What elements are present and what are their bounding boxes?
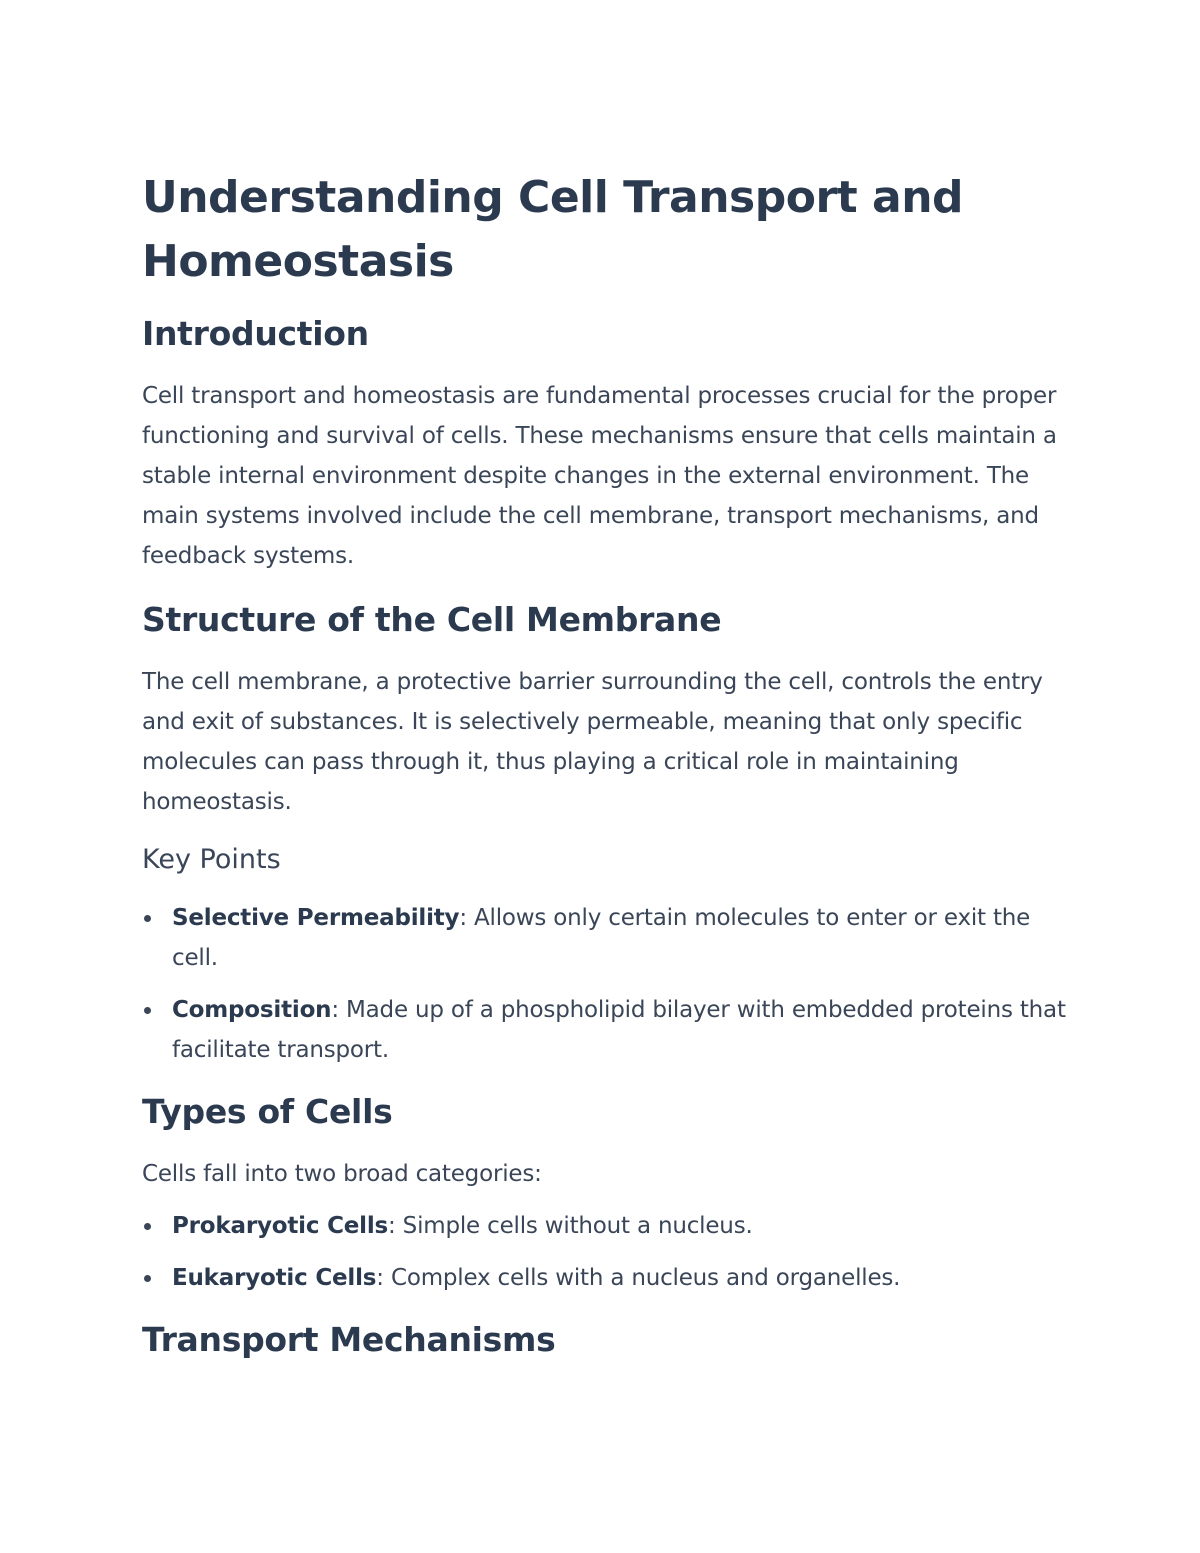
list-item-term: Composition xyxy=(172,997,332,1023)
key-points-list xyxy=(142,898,1072,1070)
list-item xyxy=(142,898,1072,978)
section-heading-introduction: Introduction xyxy=(142,314,369,353)
list-item-term: Selective Permeability xyxy=(172,905,460,931)
bullet-icon xyxy=(144,1275,151,1282)
section-heading-types-of-cells: Types of Cells xyxy=(142,1092,393,1131)
list-item xyxy=(142,1206,1072,1246)
list-item-term: Prokaryotic Cells xyxy=(172,1213,389,1239)
types-of-cells-paragraph: Cells fall into two broad categories: xyxy=(142,1161,542,1187)
types-of-cells-list xyxy=(142,1206,1072,1298)
list-item-description: : Allows only certain molecules to enter or exit the cell. xyxy=(172,905,1031,971)
list-item-term: Eukaryotic Cells xyxy=(172,1265,377,1291)
section-heading-cell-membrane: Structure of the Cell Membrane xyxy=(142,600,722,639)
bullet-icon xyxy=(144,915,151,922)
bullet-icon xyxy=(144,1007,151,1014)
list-item xyxy=(142,1258,1072,1298)
list-item-description: : Complex cells with a nucleus and organelles. xyxy=(376,1265,901,1291)
section-heading-transport-mechanisms: Transport Mechanisms xyxy=(142,1320,556,1359)
key-points-heading: Key Points xyxy=(142,844,281,875)
document-page xyxy=(142,166,1072,1362)
document-title: Understanding Cell Transport and Homeostasis xyxy=(142,172,964,287)
bullet-icon xyxy=(144,1223,151,1230)
introduction-paragraph: Cell transport and homeostasis are fundamental processes crucial for the proper functioning and survival of cells. These mechanisms ensure that cells maintain a stable internal environment despite changes in the external environment. The main systems involved include the cell membrane, transport mechanisms, and feedback systems. xyxy=(142,383,1057,569)
list-item-description: : Made up of a phospholipid bilayer with embedded proteins that facilitate transport. xyxy=(172,997,1066,1063)
list-item xyxy=(142,990,1072,1070)
cell-membrane-paragraph: The cell membrane, a protective barrier surrounding the cell, controls the entry and exit of substances. It is selectively permeable, meaning that only specific molecules can pass through it, thus playing a critical role in maintaining homeostasis. xyxy=(142,669,1043,815)
list-item-description: : Simple cells without a nucleus. xyxy=(388,1213,753,1239)
